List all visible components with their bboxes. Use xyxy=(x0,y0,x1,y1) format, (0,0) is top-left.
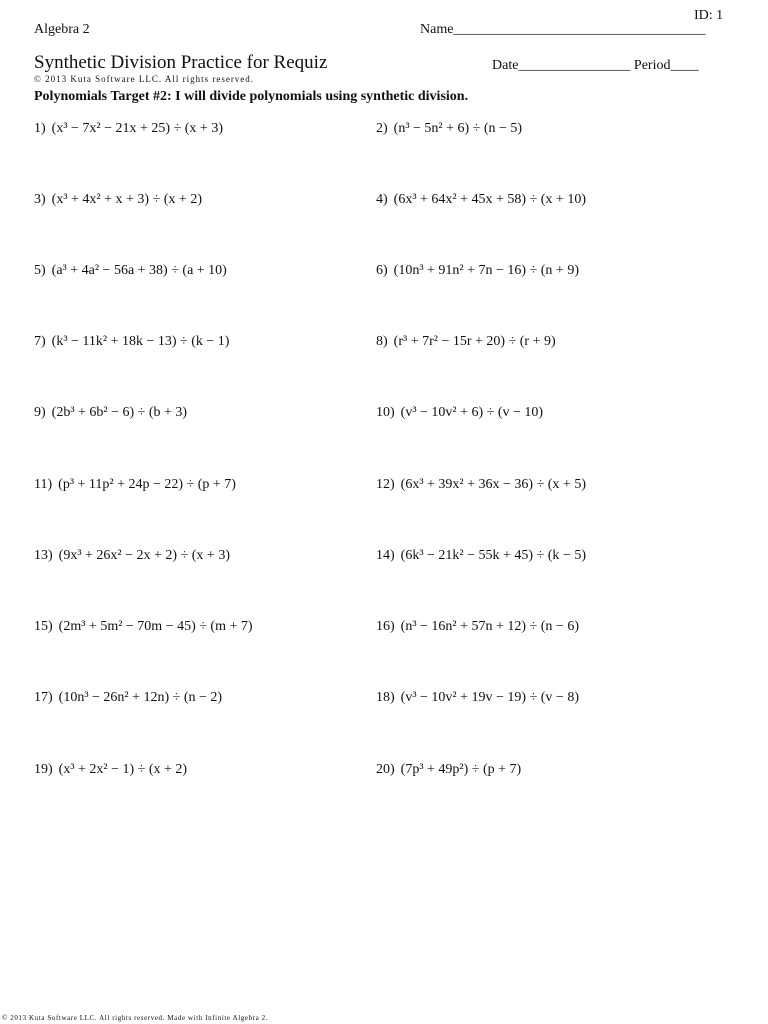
problem-item xyxy=(376,762,521,778)
copyright-notice: © 2013 Kuta Software LLC. All rights reserved. xyxy=(34,74,255,84)
problem-expression: (2m³ + 5m² − 70m − 45) ÷ (m + 7) xyxy=(58,619,253,634)
problem-number: 20) xyxy=(376,762,395,777)
problem-expression: (v³ − 10v² + 19v − 19) ÷ (v − 8) xyxy=(400,690,579,705)
page-title: Synthetic Division Practice for Requiz xyxy=(34,52,328,73)
problem-item xyxy=(34,405,187,421)
problem-number: 7) xyxy=(34,334,46,349)
problem-expression: (7p³ + 49p²) ÷ (p + 7) xyxy=(400,762,522,777)
worksheet-id: ID: 1 xyxy=(694,8,724,23)
problem-number: 10) xyxy=(376,405,395,420)
problem-expression: (a³ + 4a² − 56a + 38) ÷ (a + 10) xyxy=(51,263,227,278)
page-footer: © 2013 Kuta Software LLC. All rights reserved. Made with Infinite Algebra 2. xyxy=(2,1014,269,1022)
problem-item xyxy=(34,762,187,778)
problem-number: 14) xyxy=(376,548,395,563)
problem-item xyxy=(34,334,229,350)
name-field: Name____________________________________ xyxy=(420,22,706,37)
problem-expression: (v³ − 10v² + 6) ÷ (v − 10) xyxy=(400,405,544,420)
problem-number: 13) xyxy=(34,548,53,563)
problem-number: 3) xyxy=(34,192,46,207)
problem-number: 2) xyxy=(376,121,388,136)
problem-number: 18) xyxy=(376,690,395,705)
problem-item xyxy=(34,477,236,493)
problem-number: 16) xyxy=(376,619,395,634)
problem-item xyxy=(376,619,579,635)
problem-number: 19) xyxy=(34,762,53,777)
problem-item xyxy=(376,192,586,208)
problem-number: 8) xyxy=(376,334,388,349)
problem-expression: (r³ + 7r² − 15r + 20) ÷ (r + 9) xyxy=(393,334,556,349)
problem-item xyxy=(376,548,586,564)
problem-item xyxy=(376,121,522,137)
problem-expression: (x³ + 4x² + x + 3) ÷ (x + 2) xyxy=(51,192,202,207)
problem-number: 4) xyxy=(376,192,388,207)
problem-expression: (2b³ + 6b² − 6) ÷ (b + 3) xyxy=(51,405,188,420)
problem-item xyxy=(34,690,222,706)
problem-item xyxy=(376,690,579,706)
problem-item xyxy=(376,263,579,279)
problem-item xyxy=(376,405,543,421)
problem-number: 15) xyxy=(34,619,53,634)
problem-number: 17) xyxy=(34,690,53,705)
problem-item xyxy=(34,121,223,137)
course-name: Algebra 2 xyxy=(34,22,90,37)
problem-expression: (6x³ + 39x² + 36x − 36) ÷ (x + 5) xyxy=(400,477,586,492)
problem-item xyxy=(34,548,230,564)
problem-item xyxy=(34,263,227,279)
problem-number: 1) xyxy=(34,121,46,136)
problem-number: 12) xyxy=(376,477,395,492)
problem-expression: (6x³ + 64x² + 45x + 58) ÷ (x + 10) xyxy=(393,192,586,207)
problem-number: 5) xyxy=(34,263,46,278)
problem-expression: (n³ − 16n² + 57n + 12) ÷ (n − 6) xyxy=(400,619,579,634)
problem-expression: (10n³ − 26n² + 12n) ÷ (n − 2) xyxy=(58,690,223,705)
problem-expression: (k³ − 11k² + 18k − 13) ÷ (k − 1) xyxy=(51,334,230,349)
problem-expression: (9x³ + 26x² − 2x + 2) ÷ (x + 3) xyxy=(58,548,230,563)
problem-expression: (6k³ − 21k² − 55k + 45) ÷ (k − 5) xyxy=(400,548,586,563)
problem-number: 11) xyxy=(34,477,53,492)
problem-expression: (n³ − 5n² + 6) ÷ (n − 5) xyxy=(393,121,523,136)
date-period-field: Date________________ Period____ xyxy=(492,58,699,73)
problem-expression: (p³ + 11p² + 24p − 22) ÷ (p + 7) xyxy=(58,477,236,492)
problem-item xyxy=(376,334,556,350)
learning-target: Polynomials Target #2: I will divide polynomials using synthetic division. xyxy=(34,89,469,104)
problem-item xyxy=(34,619,253,635)
problem-number: 9) xyxy=(34,405,46,420)
problem-item xyxy=(34,192,202,208)
problem-expression: (10n³ + 91n² + 7n − 16) ÷ (n + 9) xyxy=(393,263,579,278)
problem-expression: (x³ + 2x² − 1) ÷ (x + 2) xyxy=(58,762,188,777)
problem-number: 6) xyxy=(376,263,388,278)
problem-expression: (x³ − 7x² − 21x + 25) ÷ (x + 3) xyxy=(51,121,223,136)
problem-item xyxy=(376,477,586,493)
